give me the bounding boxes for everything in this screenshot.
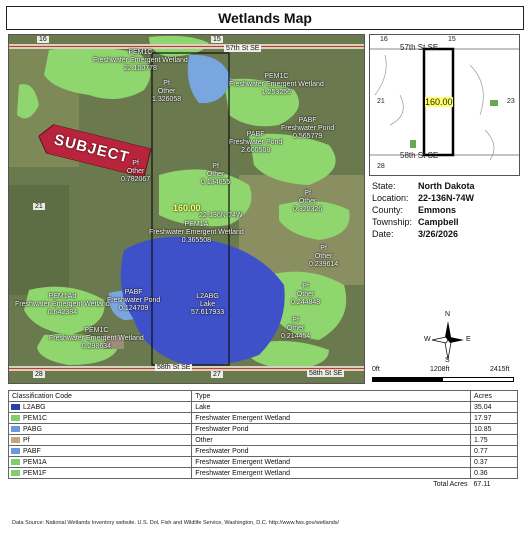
inset-section-23: 23 — [507, 98, 515, 105]
road-label-57th: 57th St SE — [226, 45, 260, 52]
compass-rose-icon — [424, 311, 471, 365]
compass-w: W — [424, 336, 431, 343]
section-number-16: 16 — [39, 36, 47, 43]
swatch-pem1f — [11, 470, 20, 476]
compass-s: S — [445, 357, 450, 364]
wetland-label-pem1c-2[interactable]: PEM1C Freshwater Emergent Wetland 1.253256 — [229, 73, 324, 96]
wetland-label-pf-6[interactable]: Pf Other 0.244848 — [291, 283, 321, 306]
wetland-label-pf-1[interactable]: Pf Other 1.326058 — [152, 80, 182, 103]
map-title: Wetlands Map — [218, 10, 312, 26]
scale-label-right: 2415ft — [490, 366, 510, 373]
inset-section-15: 15 — [448, 36, 456, 43]
swatch-l2abg — [11, 404, 20, 410]
wetland-label-pabf-2[interactable]: PABF Freshwater Pond 0.565779 — [281, 117, 335, 140]
swatch-pem1c — [11, 415, 20, 421]
table-header-row — [9, 391, 518, 402]
road-label-58th-right: 58th St SE — [309, 370, 343, 377]
wetland-label-pem1ad[interactable]: PEM1Ad Freshwater Emergent Wetland 0.642384 — [15, 293, 110, 316]
wetland-label-pf-3[interactable]: Pf Other 0.134655 — [201, 163, 231, 186]
table-row[interactable]: Pf Other 1.75 — [9, 435, 518, 446]
swatch-pabg — [11, 426, 20, 432]
data-source-footer: Data Source: National Wetlands Inventory website. U.S. Dol, Fish and Wildlife Service, Washington, D.C. http://www.fws.gov/wetlands/ — [12, 520, 340, 526]
swatch-pf — [11, 437, 20, 443]
classification-table — [8, 390, 518, 489]
total-value: 67.11 — [473, 480, 491, 488]
location-info — [372, 180, 475, 240]
wetland-label-pf-4[interactable]: Pf Other 0.320326 — [293, 190, 323, 213]
scale-label-0: 0ft — [372, 366, 380, 373]
inset-locator-map[interactable] — [369, 34, 520, 176]
total-label: Total Acres — [433, 480, 468, 488]
inset-section-21: 21 — [377, 98, 385, 105]
table-row[interactable]: PEM1A Freshwater Emergent Wetland 0.37 — [9, 457, 518, 468]
wetland-label-pf-2[interactable]: Pf Other 0.782067 — [121, 160, 151, 183]
inset-road-57th: 57th St SE — [400, 43, 439, 52]
scale-bar-graphic — [372, 377, 514, 382]
map-title-box — [6, 6, 524, 30]
compass-e: E — [466, 336, 471, 343]
table-row[interactable]: PEM1F Freshwater Emergent Wetland 0.36 — [9, 468, 518, 479]
wetland-label-l2abg[interactable]: L2ABG Lake 57.617933 — [191, 293, 225, 316]
wetland-label-pem1c-1[interactable]: PEM1C Freshwater Emergent Wetland 22.100778 — [93, 49, 188, 72]
table-row[interactable]: PABF Freshwater Pond 0.77 — [9, 446, 518, 457]
wetland-label-pem1c-3[interactable]: PEM1C Freshwater Emergent Wetland 0.298634 — [49, 327, 144, 350]
section-number-28: 28 — [35, 371, 43, 378]
table-row[interactable]: L2ABG Lake 35.04 — [9, 402, 518, 413]
total-row — [9, 479, 518, 490]
header-code: Classification Code — [9, 391, 192, 402]
section-number-15: 15 — [213, 36, 221, 43]
wetland-label-pabf-3[interactable]: PABF Freshwater Pond 0.124709 — [107, 289, 161, 312]
inset-road-58th: 58th St SE — [400, 151, 439, 160]
section-number-21: 21 — [35, 203, 43, 210]
main-wetlands-map[interactable] — [8, 34, 365, 384]
table-row[interactable]: PEM1C Freshwater Emergent Wetland 17.97 — [9, 413, 518, 424]
inset-section-28: 28 — [377, 163, 385, 170]
scale-bar — [372, 368, 520, 382]
wetland-label-pem1a[interactable]: PEM1A Freshwater Emergent Wetland 0.365508 — [149, 221, 244, 244]
wetland-label-pabf-1[interactable]: PABF Freshwater Pond 2.600508 — [229, 131, 283, 154]
compass-n: N — [445, 311, 451, 318]
scale-label-mid: 1208ft — [430, 366, 450, 373]
info-row-location: Location: 22-136N-74W — [372, 193, 475, 203]
inset-section-16: 16 — [380, 36, 388, 43]
table-row[interactable]: PABG Freshwater Pond 10.85 — [9, 424, 518, 435]
info-row-state: State: North Dakota — [372, 181, 475, 191]
info-row-date: Date: 3/26/2026 — [372, 229, 459, 239]
section-number-27: 27 — [213, 371, 221, 378]
info-row-township: Township: Campbell — [372, 217, 459, 227]
wetland-label-pf-7[interactable]: Pf Other 0.214454 — [281, 317, 311, 340]
road-label-58th: 58th St SE — [157, 364, 191, 371]
inset-acres-label: 160.00 — [425, 97, 453, 107]
swatch-pabf — [11, 448, 20, 454]
wetland-label-pf-5[interactable]: Pf Other 0.239614 — [309, 245, 339, 268]
parcel-acres-label: 160.00 — [173, 203, 201, 213]
swatch-pem1a — [11, 459, 20, 465]
parcel-id-label: 22-136N-74W — [199, 212, 243, 219]
header-acres: Acres — [471, 391, 518, 402]
subject-label: SUBJECT — [52, 131, 132, 167]
info-row-county: County: Emmons — [372, 205, 457, 215]
header-type: Type — [192, 391, 471, 402]
